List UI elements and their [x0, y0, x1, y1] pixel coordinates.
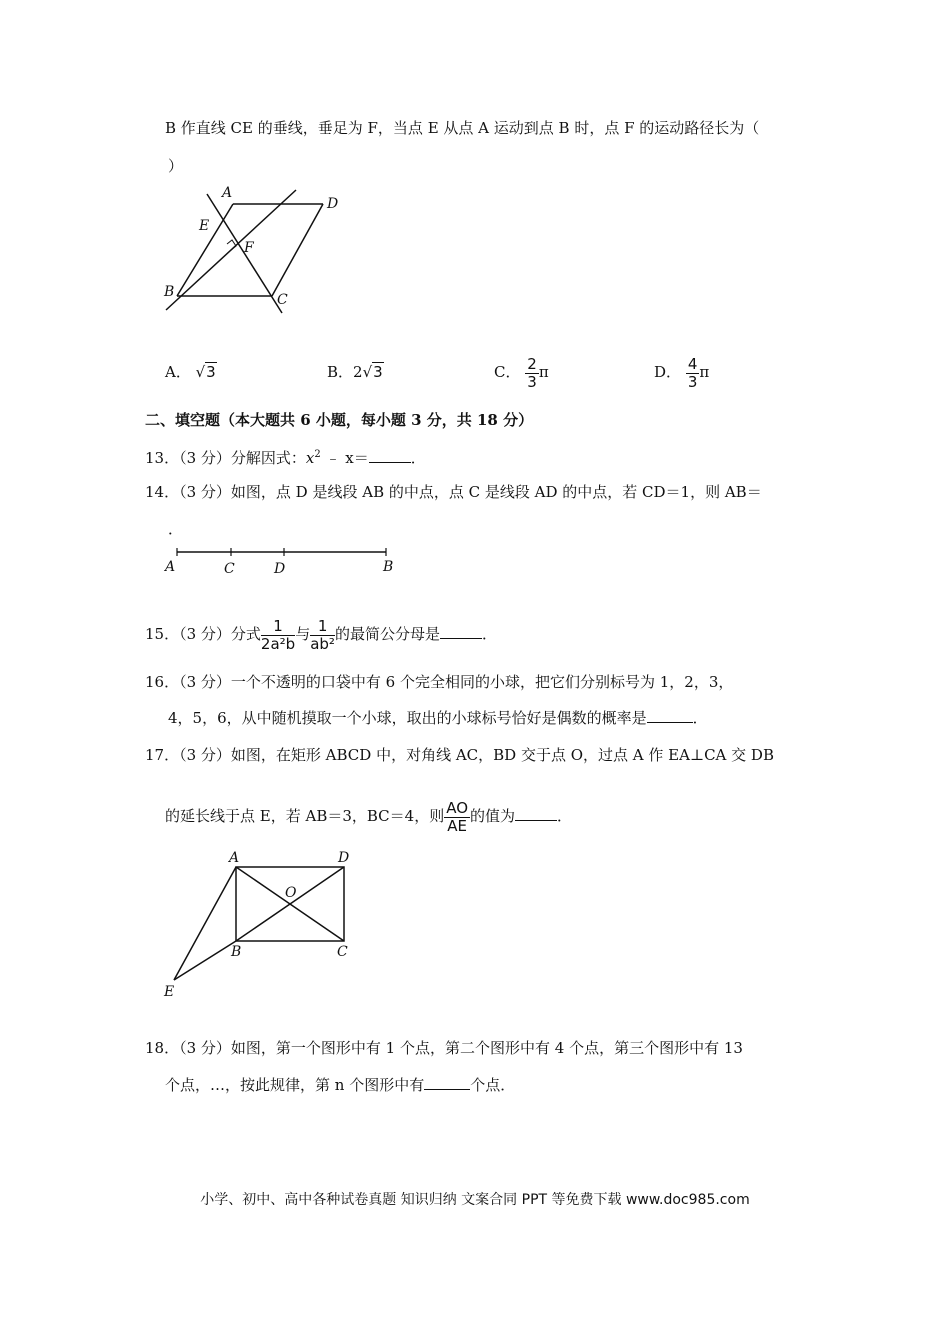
q18-line2: 个点，…，按此规律，第 n 个图形中有 个点．	[165, 1076, 516, 1094]
page-footer: 小学、初中、高中各种试卷真题 知识归纳 文案合同 PPT 等免费下载 www.doc985.com	[200, 1192, 750, 1208]
q15-fraction-1: $\frac{1}{\text{2a²b}}$	[260, 616, 296, 653]
q14-line1: 14．（3 分）如图，点 D 是线段 AB 的中点，点 C 是线段 AD 的中点，若 CD＝1，则 AB＝	[145, 483, 762, 501]
label-C: C	[277, 292, 288, 308]
label-F: F	[244, 240, 254, 256]
q12-option-c: C． $\frac{2}{3}$ π	[494, 354, 549, 391]
q12-option-a: A． √3	[165, 363, 216, 381]
q12-continuation-line1: B 作直线 CE 的垂线，垂足为 F，当点 E 从点 A 运动到点 B 时，点 F 的运动路径长为（	[165, 119, 760, 137]
label-A: A	[229, 850, 240, 866]
q15: 15．（3 分）分式 $\frac{1}{\text{2a²b}}$ 与 $\frac{1}{\text{ab²}}$ 的最简公分母是 ．	[145, 616, 497, 653]
segment-AE	[174, 867, 236, 980]
label-C: C	[337, 944, 348, 960]
q16-answer-blank	[647, 708, 693, 723]
label-C: C	[224, 561, 235, 577]
segment-BE	[174, 941, 236, 980]
q17-line1: 17．（3 分）如图，在矩形 ABCD 中，对角线 AC，BD 交于点 O，过点 A 作 EA⊥CA 交 DB	[145, 746, 774, 764]
q14-segment-figure	[160, 543, 400, 579]
q16-line2: 4，5，6，从中随机摸取一个小球，取出的小球标号恰好是偶数的概率是 ．	[168, 709, 708, 727]
q17-fraction: $\frac{AO}{AE}$	[446, 798, 469, 835]
label-D: D	[274, 561, 286, 577]
q12-option-b: B．2√3	[327, 363, 383, 381]
q12-continuation-line2: ）	[168, 157, 184, 175]
label-A: A	[222, 185, 233, 201]
label-O: O	[285, 885, 297, 901]
right-angle-marker	[227, 240, 236, 250]
q18-line1: 18．（3 分）如图，第一个图形中有 1 个点，第二个图形中有 4 个点，第三个图形中有 13	[145, 1039, 743, 1057]
q13: 13．（3 分）分解因式：$x^2$ ﹣ x＝ ．	[145, 449, 426, 467]
q16-line1: 16．（3 分）一个不透明的口袋中有 6 个完全相同的小球，把它们分别标号为 1，2，3，	[145, 673, 734, 691]
label-A: A	[165, 559, 176, 575]
q14-line2: ．	[168, 520, 184, 538]
label-D: D	[327, 196, 339, 212]
q12-parallelogram-figure	[160, 180, 350, 320]
q13-answer-blank	[369, 448, 411, 463]
label-B: B	[383, 559, 394, 575]
q17-answer-blank	[515, 806, 557, 821]
section2-title: 二、填空题（本大题共 6 小题，每小题 3 分，共 18 分）	[145, 411, 534, 429]
label-B: B	[164, 284, 175, 300]
label-E: E	[164, 984, 175, 1000]
label-D: D	[338, 850, 350, 866]
q17-line2: 的延长线于点 E，若 AB＝3，BC＝4，则 $\frac{AO}{AE}$ 的值为 ．	[165, 798, 573, 835]
label-E: E	[199, 218, 210, 234]
label-B: B	[231, 944, 242, 960]
q15-fraction-2: $\frac{1}{\text{ab²}}$	[310, 616, 335, 653]
q15-answer-blank	[440, 624, 482, 639]
q12-option-d: D． $\frac{4}{3}$ π	[654, 354, 710, 391]
q18-answer-blank	[424, 1075, 470, 1090]
segment-DC	[272, 204, 323, 296]
q17-rectangle-figure	[160, 845, 360, 1005]
